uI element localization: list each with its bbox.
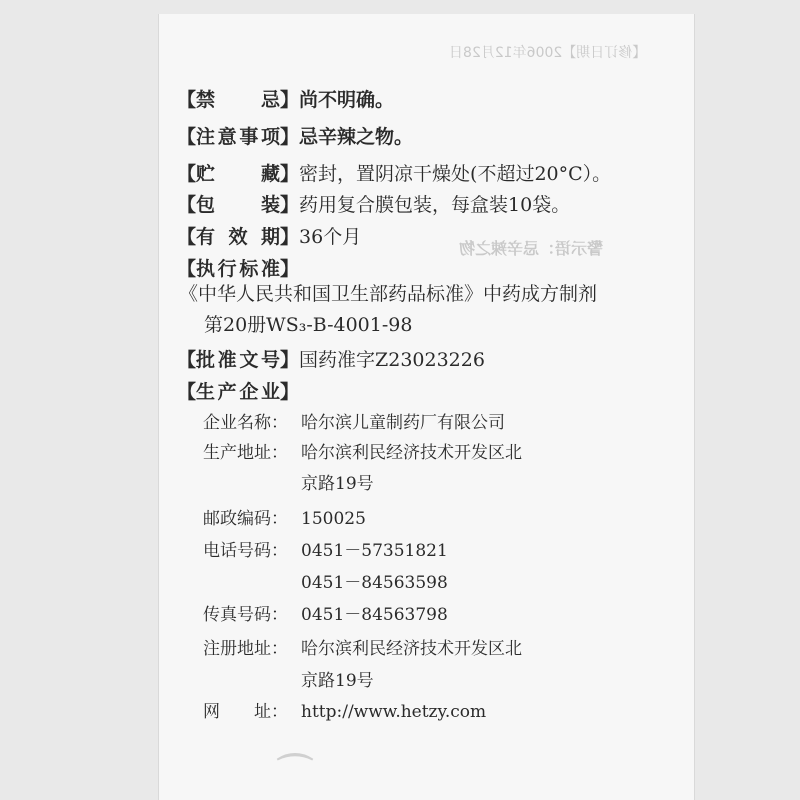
bracket-close: 】 [280, 126, 300, 148]
manufacturer-field [203, 508, 366, 530]
field-label: 邮政编码： [203, 509, 288, 529]
bracket-open: 【 [177, 349, 197, 371]
manufacturer-field [203, 604, 448, 626]
ghost-warning: 警示语：忌辛辣之物 [459, 239, 604, 258]
approval-row [177, 348, 485, 372]
field-key: 生产企业 [196, 381, 281, 403]
field-value: 0451－57351821 [301, 541, 448, 561]
field-value: 尚不明确。 [299, 89, 395, 111]
bracket-open: 【 [177, 89, 197, 111]
field-label: 企业名称： [203, 413, 288, 433]
section-row [177, 225, 361, 249]
bracket-close: 】 [280, 381, 300, 403]
field-value: 哈尔滨儿童制药厂有限公司 [301, 413, 505, 433]
bracket-close: 】 [280, 349, 300, 371]
field-key: 执行标准 [196, 258, 281, 280]
manufacturer-field [203, 412, 505, 434]
manufacturer-field [203, 442, 522, 464]
section-row [177, 193, 570, 217]
field-label: 注册地址： [203, 639, 288, 659]
field-key: 禁 忌 [196, 89, 281, 111]
field-value: 哈尔滨利民经济技术开发区北 [301, 639, 522, 659]
bracket-close: 】 [280, 194, 300, 216]
field-key: 注意事项 [196, 126, 281, 148]
field-value-continued: 京路19号 [301, 671, 374, 691]
field-value: 密封，置阴凉干燥处(不超过20°C）。 [299, 163, 612, 185]
leaflet-page [158, 14, 695, 800]
section-row [177, 257, 299, 281]
field-key: 贮 藏 [196, 163, 281, 185]
bracket-close: 】 [280, 226, 300, 248]
bracket-open: 【 [177, 194, 197, 216]
field-value-continued: 京路19号 [301, 474, 374, 494]
field-value: 忌辛辣之物。 [299, 126, 414, 148]
field-label: 生产地址： [203, 443, 288, 463]
bracket-close: 】 [280, 89, 300, 111]
manufacturer-field [203, 540, 448, 562]
field-key: 批准文号 [196, 349, 281, 371]
field-value: http://www.hetzy.com [301, 702, 487, 722]
field-label: 电话号码： [203, 541, 288, 561]
field-label: 网 址： [203, 702, 288, 722]
bracket-open: 【 [177, 381, 197, 403]
field-value: 哈尔滨利民经济技术开发区北 [301, 443, 522, 463]
field-value: 0451－84563798 [301, 605, 448, 625]
bracket-open: 【 [177, 258, 197, 280]
bracket-open: 【 [177, 126, 197, 148]
field-value: 150025 [301, 509, 366, 529]
field-value-continued: 0451－84563598 [301, 573, 448, 593]
manufacturer-field [203, 701, 486, 723]
field-value: 国药准字Z23023226 [299, 349, 485, 371]
decorative-mark: ⌒ [277, 751, 314, 793]
manufacturer-row [177, 380, 299, 404]
standard-line-2: 第20册WS₃-B-4001-98 [204, 314, 413, 336]
bracket-close: 】 [280, 163, 300, 185]
manufacturer-field [203, 638, 522, 660]
bracket-close: 】 [280, 258, 300, 280]
field-value: 36个月 [299, 226, 362, 248]
field-label: 传真号码： [203, 605, 288, 625]
bracket-open: 【 [177, 226, 197, 248]
section-row [177, 162, 611, 186]
section-row [177, 125, 413, 149]
field-key: 包 装 [196, 194, 281, 216]
section-row [177, 88, 394, 112]
field-value: 药用复合膜包装，每盒装10袋。 [299, 194, 571, 216]
bracket-open: 【 [177, 163, 197, 185]
ghost-revision-date: 【修订日期】2006年12月28日 [449, 45, 647, 61]
standard-line-1: 《中华人民共和国卫生部药品标准》中药成方制剂 [179, 283, 598, 305]
field-key: 有 效 期 [196, 226, 281, 248]
